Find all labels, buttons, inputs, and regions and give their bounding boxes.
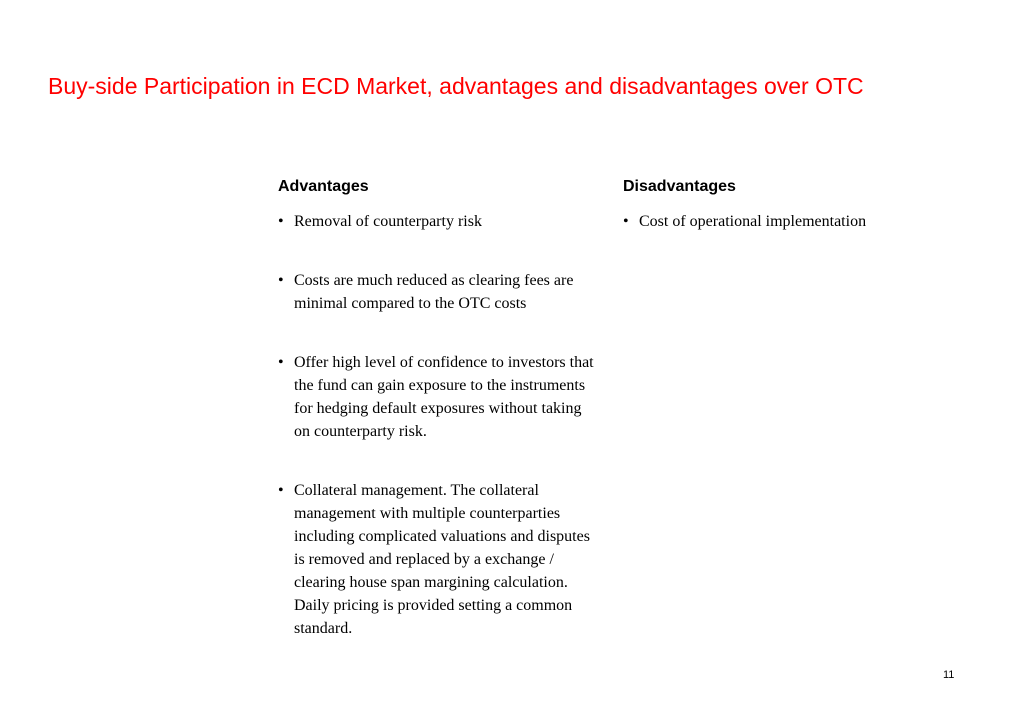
- advantage-item: [278, 210, 596, 233]
- advantage-text: Costs are much reduced as clearing fees are minimal compared to the OTC costs: [294, 272, 574, 312]
- advantage-item: [278, 269, 596, 315]
- bullet-icon: •: [278, 272, 284, 289]
- advantage-item: [278, 351, 596, 443]
- advantages-list: [278, 210, 596, 640]
- advantages-heading: Advantages: [278, 178, 369, 195]
- disadvantage-item: [623, 210, 953, 233]
- advantage-text: Offer high level of confidence to investors that the fund can gain exposure to the instruments for hedging default exposures without taking on counterparty risk.: [294, 354, 594, 440]
- disadvantage-text: Cost of operational implementation: [639, 213, 867, 230]
- advantage-text: Collateral management. The collateral management with multiple counterparties including complicated valuations and disputes is removed and replaced by a exchange / clearing house span margining calculation. Daily pricing is provided setting a common standard.: [294, 482, 590, 637]
- advantage-item: [278, 479, 596, 640]
- advantage-text: Removal of counterparty risk: [294, 213, 482, 230]
- page-number: 11: [943, 669, 955, 681]
- disadvantages-heading: Disadvantages: [623, 178, 736, 195]
- slide-title: Buy-side Participation in ECD Market, advantages and disadvantages over OTC: [48, 73, 864, 99]
- advantages-column: [278, 176, 596, 676]
- bullet-icon: •: [278, 482, 284, 499]
- disadvantages-list: [623, 210, 953, 233]
- bullet-icon: •: [278, 213, 284, 230]
- bullet-icon: •: [278, 354, 284, 371]
- bullet-icon: •: [623, 213, 629, 230]
- disadvantages-column: [623, 176, 953, 269]
